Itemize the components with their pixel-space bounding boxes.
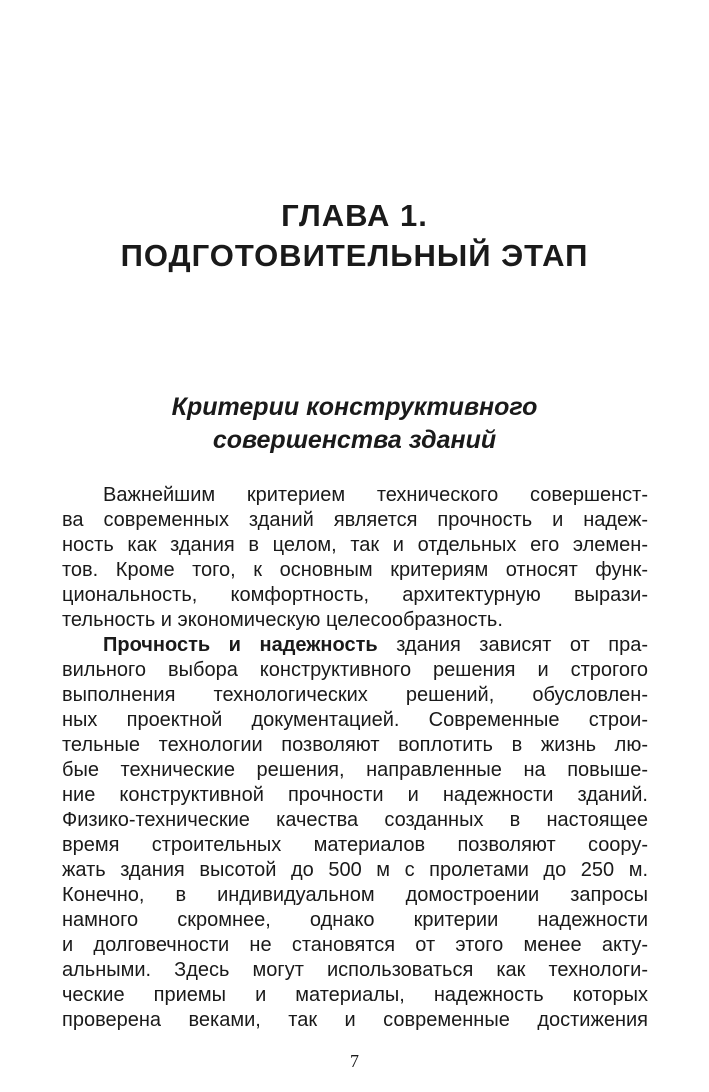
chapter-title: ПОДГОТОВИТЕЛЬНЫЙ ЭТАП	[120, 238, 589, 273]
paragraph-2-line: ческие приемы и материалы, надежность которых	[62, 984, 648, 1006]
paragraph-2-line: время строительных материалов позволяют соору-	[62, 834, 648, 856]
paragraph-2-line: проверена веками, так и современные достижения	[62, 1009, 648, 1031]
paragraph-2-line: Конечно, в индивидуальном домостроении запросы	[62, 884, 648, 906]
paragraph-2-line: ние конструктивной прочности и надежности зданий.	[62, 784, 648, 806]
paragraph-2-line: вильного выбора конструктивного решения и строгого	[62, 659, 648, 681]
paragraph-2-lead-bold: Прочность и надежность	[103, 634, 378, 656]
paragraph-1-line: циональность, комфортность, архитектурную вырази-	[62, 584, 648, 606]
section-title-line-2: совершенства зданий	[212, 426, 497, 454]
paragraph-2-line: выполнения технологических решений, обусловлен-	[62, 684, 648, 706]
section-title-line-1: Критерии конструктивного	[171, 393, 538, 421]
paragraph-2-line: бые технические решения, направленные на повыше-	[62, 759, 648, 781]
paragraph-2-line: намного скромнее, однако критерии надежности	[62, 909, 648, 931]
paragraph-1-line: тов. Кроме того, к основным критериям относят функ-	[62, 559, 648, 581]
paragraph-2-lead-rest: здания зависят от пра-	[377, 634, 648, 656]
paragraph-2-line: альными. Здесь могут использоваться как технологи-	[62, 959, 648, 981]
paragraph-1-line: ва современных зданий является прочность и надеж-	[62, 509, 648, 531]
paragraph-1-line: ность как здания в целом, так и отдельных его элемен-	[62, 534, 648, 556]
paragraph-2-line: и долговечности не становятся от этого менее акту-	[62, 934, 648, 956]
paragraph-1-line: Важнейшим критерием технического совершенст-	[103, 484, 648, 506]
paragraph-2-line: ных проектной документацией. Современные строи-	[62, 709, 648, 731]
paragraph-2-first-line	[103, 633, 648, 658]
paragraph-2-line: Физико-технические качества созданных в настоящее	[62, 809, 648, 831]
paragraph-2-line: тельные технологии позволяют воплотить в жизнь лю-	[62, 734, 648, 756]
page-number: 7	[350, 1051, 359, 1071]
chapter-number: ГЛАВА 1.	[281, 198, 428, 233]
paragraph-1-line: тельность и экономическую целесообразность.	[62, 609, 503, 631]
paragraph-2-line: жать здания высотой до 500 м с пролетами до 250 м.	[62, 859, 648, 881]
